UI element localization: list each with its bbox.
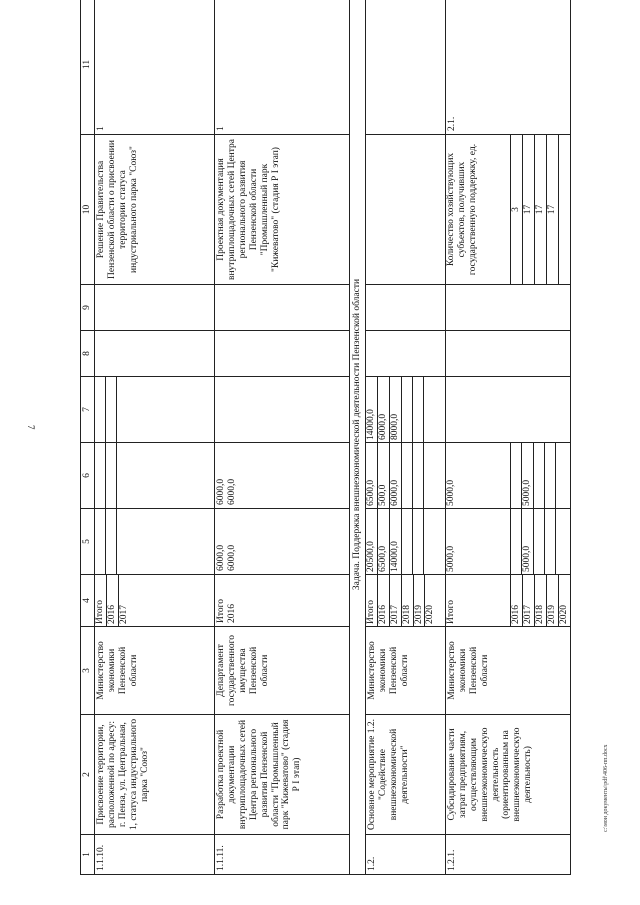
- result-text: Решение Правительства Пензенской области о присвоении территории статуса индустриального парка "Союз": [94, 135, 214, 285]
- empty-cell: [214, 285, 349, 331]
- year-label: 2019: [546, 575, 558, 626]
- funding-regional: [94, 443, 214, 509]
- value: [412, 443, 423, 508]
- empty-cell: [94, 285, 214, 331]
- executor: Департамент государственного имущества Пензенской области: [214, 627, 349, 715]
- indicator-ref: 1: [94, 0, 214, 135]
- col-header: 5: [81, 509, 95, 575]
- value: 17: [522, 135, 534, 284]
- value: [423, 443, 434, 508]
- footer-file-path: c:\мои документы\pdf\406-пп.docx: [603, 744, 609, 832]
- value: [558, 135, 569, 284]
- table-row: [94, 0, 214, 875]
- col-header: 2: [81, 715, 95, 835]
- value: [423, 377, 434, 442]
- indicator-ref: 2.1.: [445, 0, 570, 135]
- value: [533, 443, 544, 508]
- empty-cell: [365, 0, 445, 135]
- year-label: 2016: [510, 575, 522, 626]
- funding-total: [214, 509, 349, 575]
- executor: Министерство экономики Пензенской области: [445, 627, 570, 715]
- task-row: [349, 0, 365, 875]
- year-label: Итого: [215, 598, 226, 623]
- indicator-ref: 1: [214, 0, 349, 135]
- year-label: 2020: [558, 605, 569, 624]
- col-header: 1: [81, 835, 95, 875]
- value: 6000,0: [389, 443, 401, 508]
- col-header: 7: [81, 377, 95, 443]
- year-label: Итого: [95, 575, 106, 626]
- funding-federal: [365, 377, 445, 443]
- value: 6000,0: [215, 544, 226, 571]
- program-table: [80, 0, 571, 875]
- value: [116, 443, 127, 508]
- executor: Министерство экономики Пензенской области: [365, 627, 445, 715]
- years-cell: [445, 575, 570, 627]
- funding-total: [365, 509, 445, 575]
- value: [401, 377, 412, 442]
- funding-total: [94, 509, 214, 575]
- col-header: 3: [81, 627, 95, 715]
- value: [555, 443, 566, 508]
- row-number: 1.1.11.: [214, 835, 349, 875]
- years-cell: [365, 575, 445, 627]
- value: 17: [534, 135, 546, 284]
- value: [510, 509, 521, 574]
- table-row: [214, 0, 349, 875]
- col-header: 9: [81, 285, 95, 331]
- page-number: 7: [26, 425, 36, 430]
- year-label: 2018: [534, 575, 546, 626]
- value: [401, 509, 412, 574]
- years-cell: [214, 575, 349, 627]
- value: 5000,0: [521, 509, 533, 574]
- table-row: [365, 0, 445, 875]
- col-header: 11: [81, 0, 95, 135]
- empty-cell: [214, 377, 349, 443]
- value: [401, 443, 412, 508]
- empty-cell: [445, 331, 570, 377]
- year-label: Итого: [445, 599, 456, 624]
- row-number: 1.2.1.: [445, 835, 570, 875]
- result-text: Проектная документация внутриплощадочных сетей Центра регионального развития Пензенской области "Промышленный парк "Кижеватово" (стадия Р I этап): [214, 135, 349, 285]
- event-name: Субсидирование части затрат предприятиям, осуществляющим внешнеэкономическую деятельность (ориентированным на внешнеэкономическую деятельность): [445, 715, 570, 835]
- value: [544, 443, 555, 508]
- year-label: 2017: [389, 575, 401, 626]
- value: 6000,0: [215, 478, 226, 505]
- funding-federal: [94, 377, 214, 443]
- result-cell: [445, 135, 570, 285]
- event-name: Основное мероприятие 1.2. "Содействие внешнеэкономической деятельности": [365, 715, 445, 835]
- value: 6500,0: [377, 509, 389, 574]
- value: [555, 509, 566, 574]
- empty-cell: [445, 377, 570, 443]
- year-label: 2020: [425, 605, 436, 624]
- year-label: 2016: [106, 575, 118, 626]
- value: 5000,0: [521, 443, 533, 508]
- value: 6500,0: [366, 443, 377, 508]
- value: 17: [546, 135, 558, 284]
- rotated-table-wrapper: [80, 35, 600, 875]
- value: 8000,0: [389, 377, 401, 442]
- value: 6000,0: [377, 377, 389, 442]
- row-number: 1.2.: [365, 835, 445, 875]
- event-name: Разработка проектной документации внутриплощадочных сетей Центра регионального развития Пензенской области "Промышленный парк "Кижеватово" (стадия Р I этап): [214, 715, 349, 835]
- value: [510, 443, 521, 508]
- value: [95, 509, 106, 574]
- result-text: Количество хозяйствующих субъектов, получивших государственную поддержку, ед.: [445, 143, 478, 276]
- col-header: 8: [81, 331, 95, 377]
- value: 5000,0: [445, 479, 456, 506]
- year-label: 2018: [401, 575, 413, 626]
- value: 6000,0: [226, 544, 237, 571]
- funding-regional: [365, 443, 445, 509]
- empty-cell: [365, 331, 445, 377]
- empty-cell: [94, 331, 214, 377]
- value: [533, 509, 544, 574]
- year-label: 2016: [226, 604, 237, 623]
- value: 14000,0: [366, 377, 377, 442]
- value: [95, 377, 106, 442]
- task-title: Задача. Поддержка внешнеэкономической деятельности Пензенской области: [349, 0, 365, 875]
- year-label: 2019: [413, 575, 425, 626]
- table-row: [445, 0, 570, 875]
- col-header: 4: [81, 575, 95, 627]
- executor: Министерство экономики Пензенской области: [94, 627, 214, 715]
- value: 14000,0: [389, 509, 401, 574]
- value: 20500,0: [366, 509, 377, 574]
- year-label: 2017: [522, 575, 534, 626]
- value: [412, 509, 423, 574]
- value: 5000,0: [445, 545, 456, 572]
- value: [105, 509, 116, 574]
- col-header: 6: [81, 443, 95, 509]
- year-label: 2017: [118, 605, 129, 624]
- value: [116, 377, 127, 442]
- value: [116, 509, 127, 574]
- value: 6000,0: [226, 478, 237, 505]
- empty-cell: [214, 331, 349, 377]
- value: [105, 443, 116, 508]
- empty-cell: [365, 135, 445, 285]
- event-name: Присвоение территории, расположенной по адресу: г. Пенза, ул. Центральная, 1, статуса индустриального парка "Союз": [94, 715, 214, 835]
- year-label: Итого: [366, 575, 377, 626]
- header-row: [81, 0, 95, 875]
- value: 500,0: [377, 443, 389, 508]
- value: [105, 377, 116, 442]
- empty-cell: [365, 285, 445, 331]
- empty-cell: [445, 285, 570, 331]
- funding-regional: [214, 443, 349, 509]
- funding-regional: [445, 443, 570, 509]
- value: [412, 377, 423, 442]
- value: 3: [510, 135, 522, 284]
- value: [423, 509, 434, 574]
- col-header: 10: [81, 135, 95, 285]
- year-label: 2016: [377, 575, 389, 626]
- value: [95, 443, 106, 508]
- funding-total: [445, 509, 570, 575]
- years-cell: [94, 575, 214, 627]
- value: [544, 509, 555, 574]
- row-number: 1.1.10.: [94, 835, 214, 875]
